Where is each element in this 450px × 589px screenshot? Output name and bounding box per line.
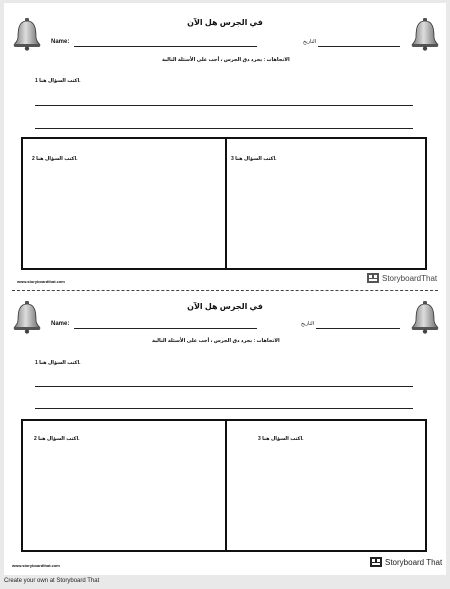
website-url: www.storyboardthat.com — [12, 563, 60, 568]
storyboard-logo-icon — [367, 273, 379, 283]
answer-line[interactable] — [35, 408, 413, 409]
name-line[interactable] — [74, 46, 257, 47]
brand-name: StoryboardThat — [382, 273, 438, 283]
question-2-label: اكتب السؤال هنا 2. — [32, 156, 78, 162]
question-3-label: اكتب السؤال هنا 3. — [231, 156, 277, 162]
date-label: التاريخ — [303, 39, 316, 45]
question-3-label: اكتب السؤال هنا 3. — [258, 436, 304, 442]
date-label: التاريخ — [301, 321, 314, 327]
page-title: في الجرس هل الآن — [187, 18, 263, 27]
brand-logo — [370, 557, 442, 567]
page-title: في الجرس هل الآن — [187, 302, 263, 311]
instructions: الاتجاهات : يجرد دق الجرس ، أجب على الأسئلة التالية — [152, 338, 280, 344]
answer-box-3[interactable] — [225, 419, 427, 552]
answer-line[interactable] — [35, 128, 413, 129]
answer-line[interactable] — [35, 386, 413, 387]
question-1-label: اكتب السؤال هنا 1. — [35, 78, 81, 84]
question-2-label: اكتب السؤال هنا 2. — [34, 436, 80, 442]
cut-line — [12, 290, 438, 291]
name-label: Name: — [51, 39, 70, 45]
worksheet-page — [4, 3, 446, 575]
brand-logo — [367, 273, 437, 283]
date-line[interactable] — [318, 46, 400, 47]
name-label: Name: — [51, 321, 70, 327]
storyboard-logo-icon — [370, 557, 382, 567]
footer-caption[interactable]: Create your own at Storyboard That — [4, 578, 100, 584]
website-url: www.storyboardthat.com — [17, 279, 65, 284]
brand-name: Storyboard That — [385, 557, 443, 567]
name-line[interactable] — [74, 328, 257, 329]
date-line[interactable] — [316, 328, 400, 329]
instructions: الاتجاهات : يجرد دق الجرس ، أجب على الأسئلة التالية — [162, 57, 290, 63]
question-1-label: اكتب السؤال هنا 1. — [35, 360, 81, 366]
answer-line[interactable] — [35, 105, 413, 106]
